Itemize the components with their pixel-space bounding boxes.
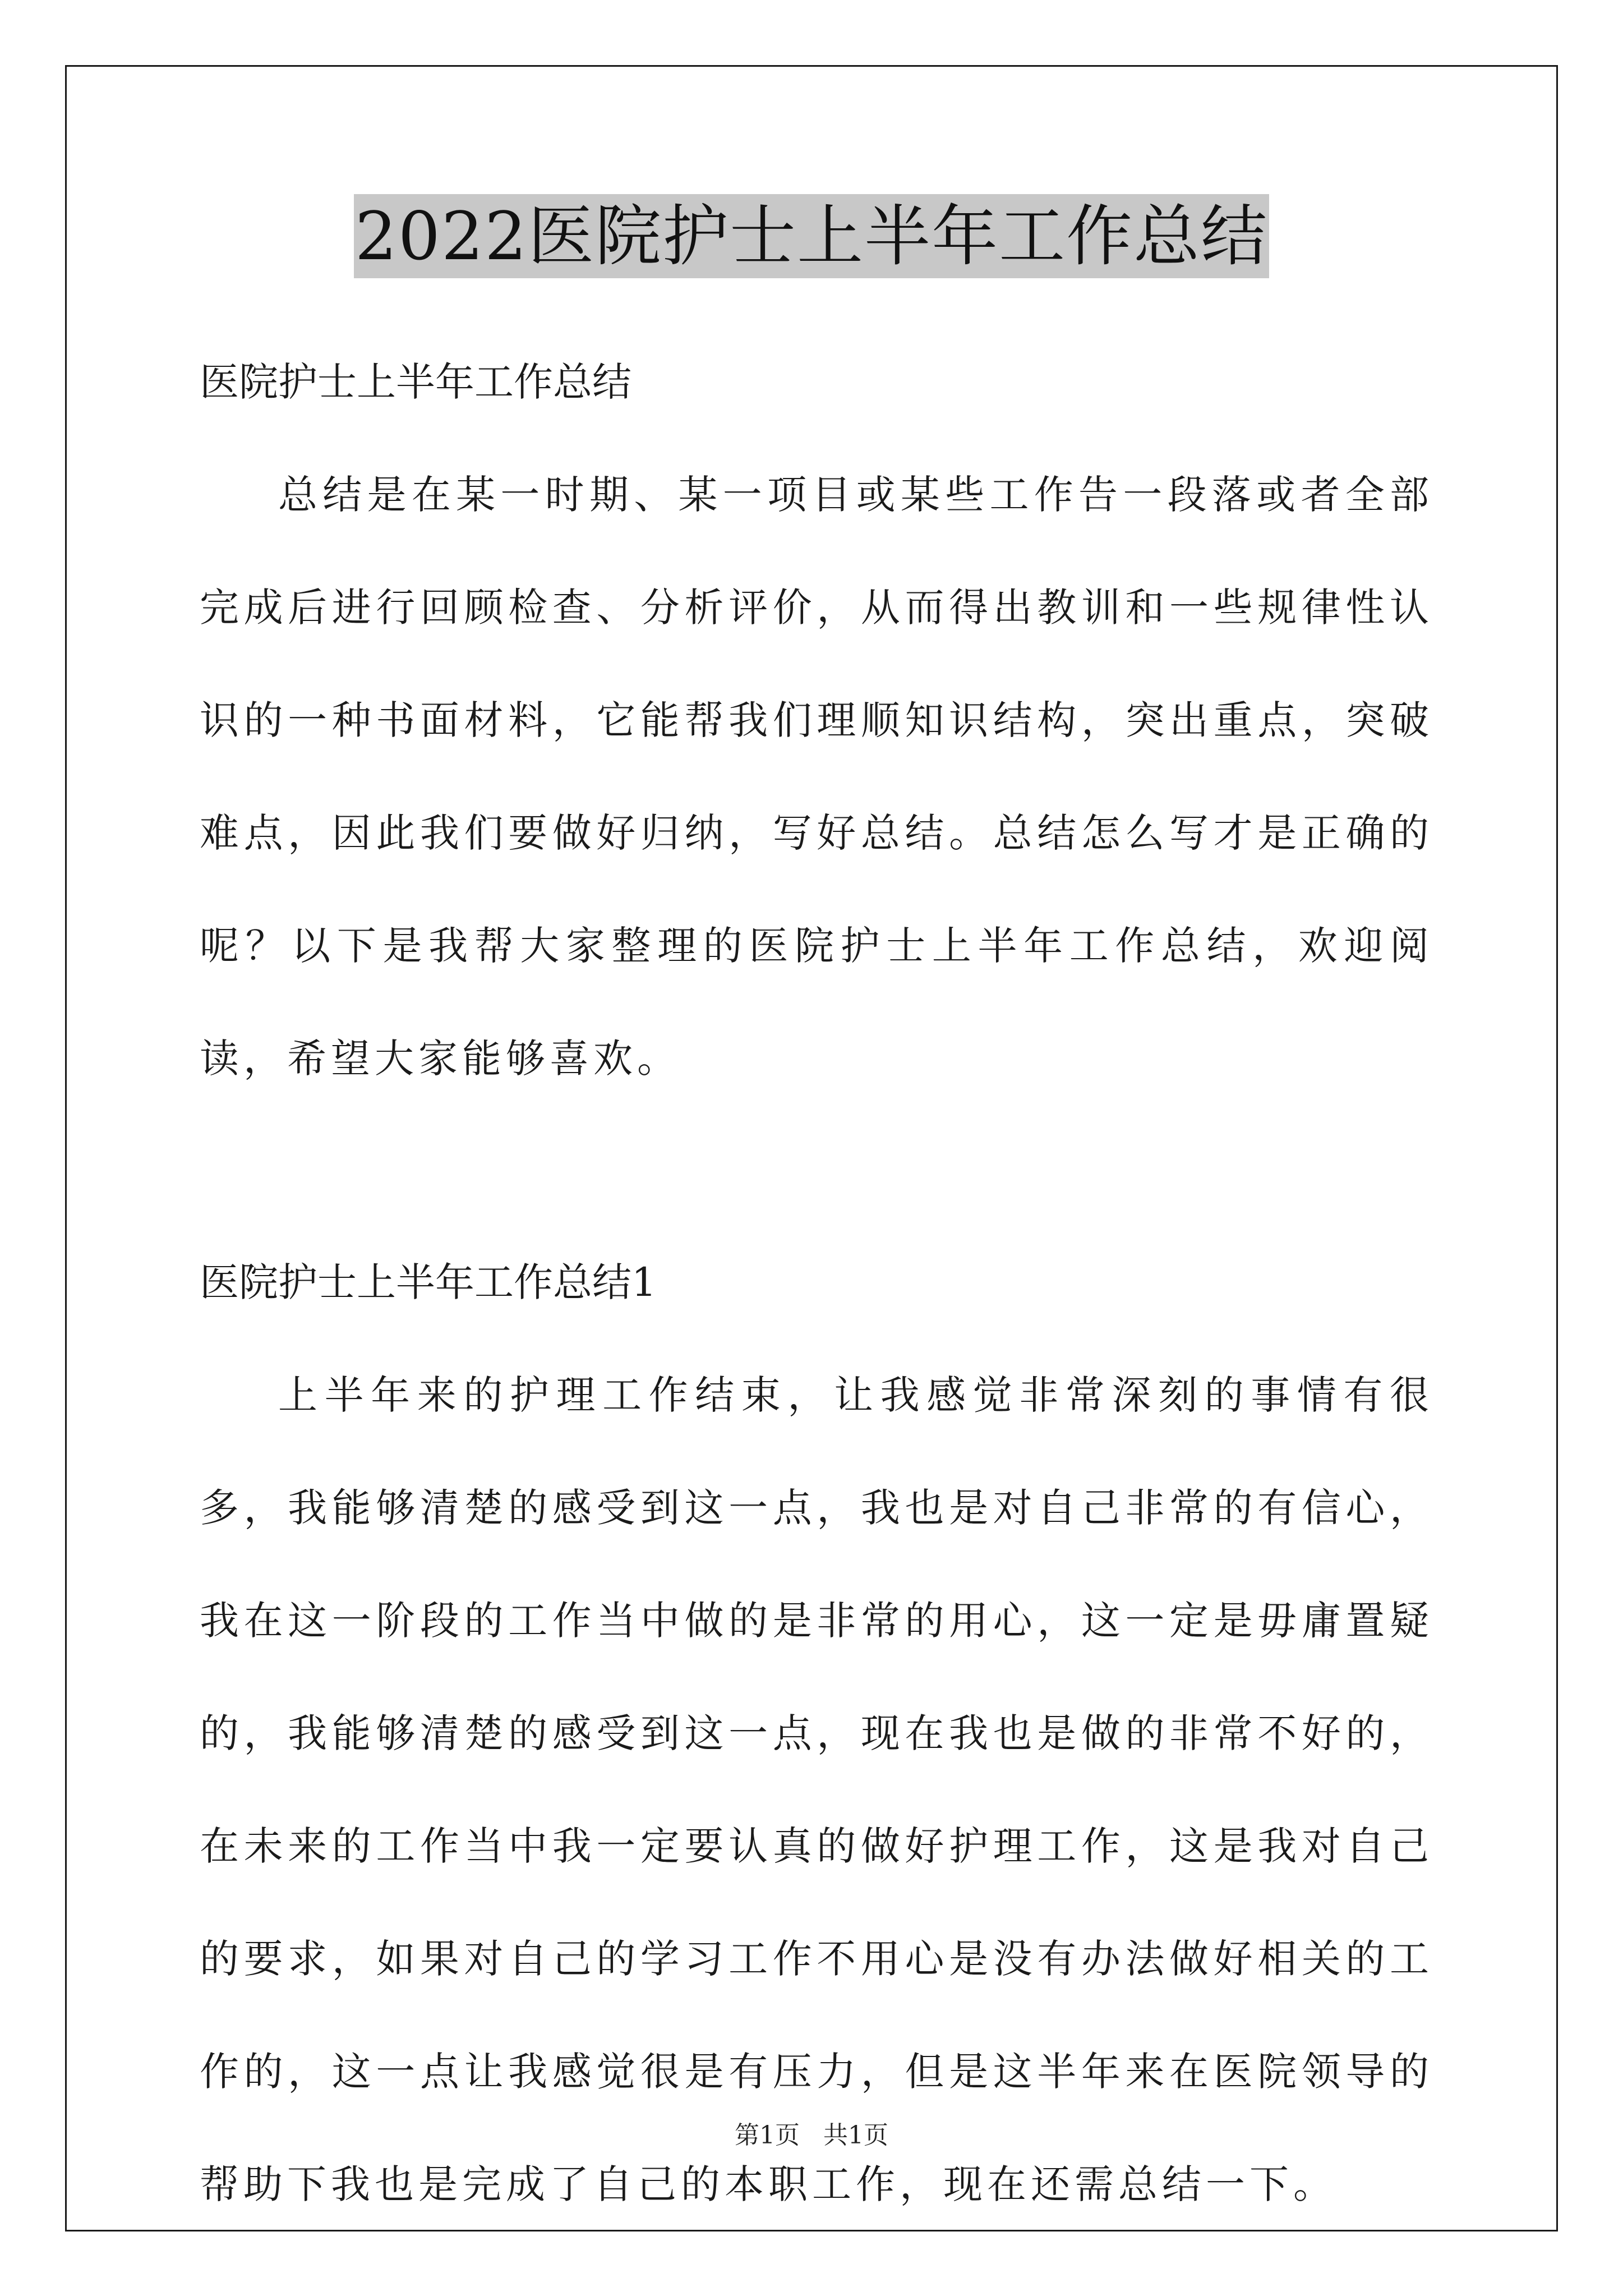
section1-paragraph: 上半年来的护理工作结束，让我感觉非常深刻的事情有很多，我能够清楚的感受到这一点，我也是对自己非常的有信心，我在这一阶段的工作当中做的是非常的用心，这一定是毋庸置疑的，我能够清楚的感受到这一点，现在我也是做的非常不好的，在未来的工作当中我一定要认真的做好护理工作，这是我对自己的要求，如果对自己的学习工作不用心是没有办法做好相关的工作的，这一点让我感觉很是有压力，但是这半年来在医院领导的帮助下我也是完成了自己的本职工作，现在还需总结一下。 xyxy=(200,1372,1433,2207)
page-footer: 第1页 共1页 xyxy=(735,2121,888,2150)
intro-heading: 医院护士上半年工作总结 xyxy=(200,359,631,405)
title-container xyxy=(0,194,1623,278)
intro-paragraph: 总结是在某一时期、某一项目或某些工作告一段落或者全部完成后进行回顾检查、分析评价，从而得出教训和一些规律性认识的一种书面材料，它能帮我们理顺知识结构，突出重点，突破难点，因此我们要做好归纳，写好总结。总结怎么写才是正确的呢？以下是我帮大家整理的医院护士上半年工作总结，欢迎阅读，希望大家能够喜欢。 xyxy=(200,472,1433,1082)
document-title: 2022医院护士上半年工作总结 xyxy=(354,194,1269,278)
section1-heading: 医院护士上半年工作总结1 xyxy=(200,1259,657,1305)
document-body xyxy=(200,325,1433,2241)
